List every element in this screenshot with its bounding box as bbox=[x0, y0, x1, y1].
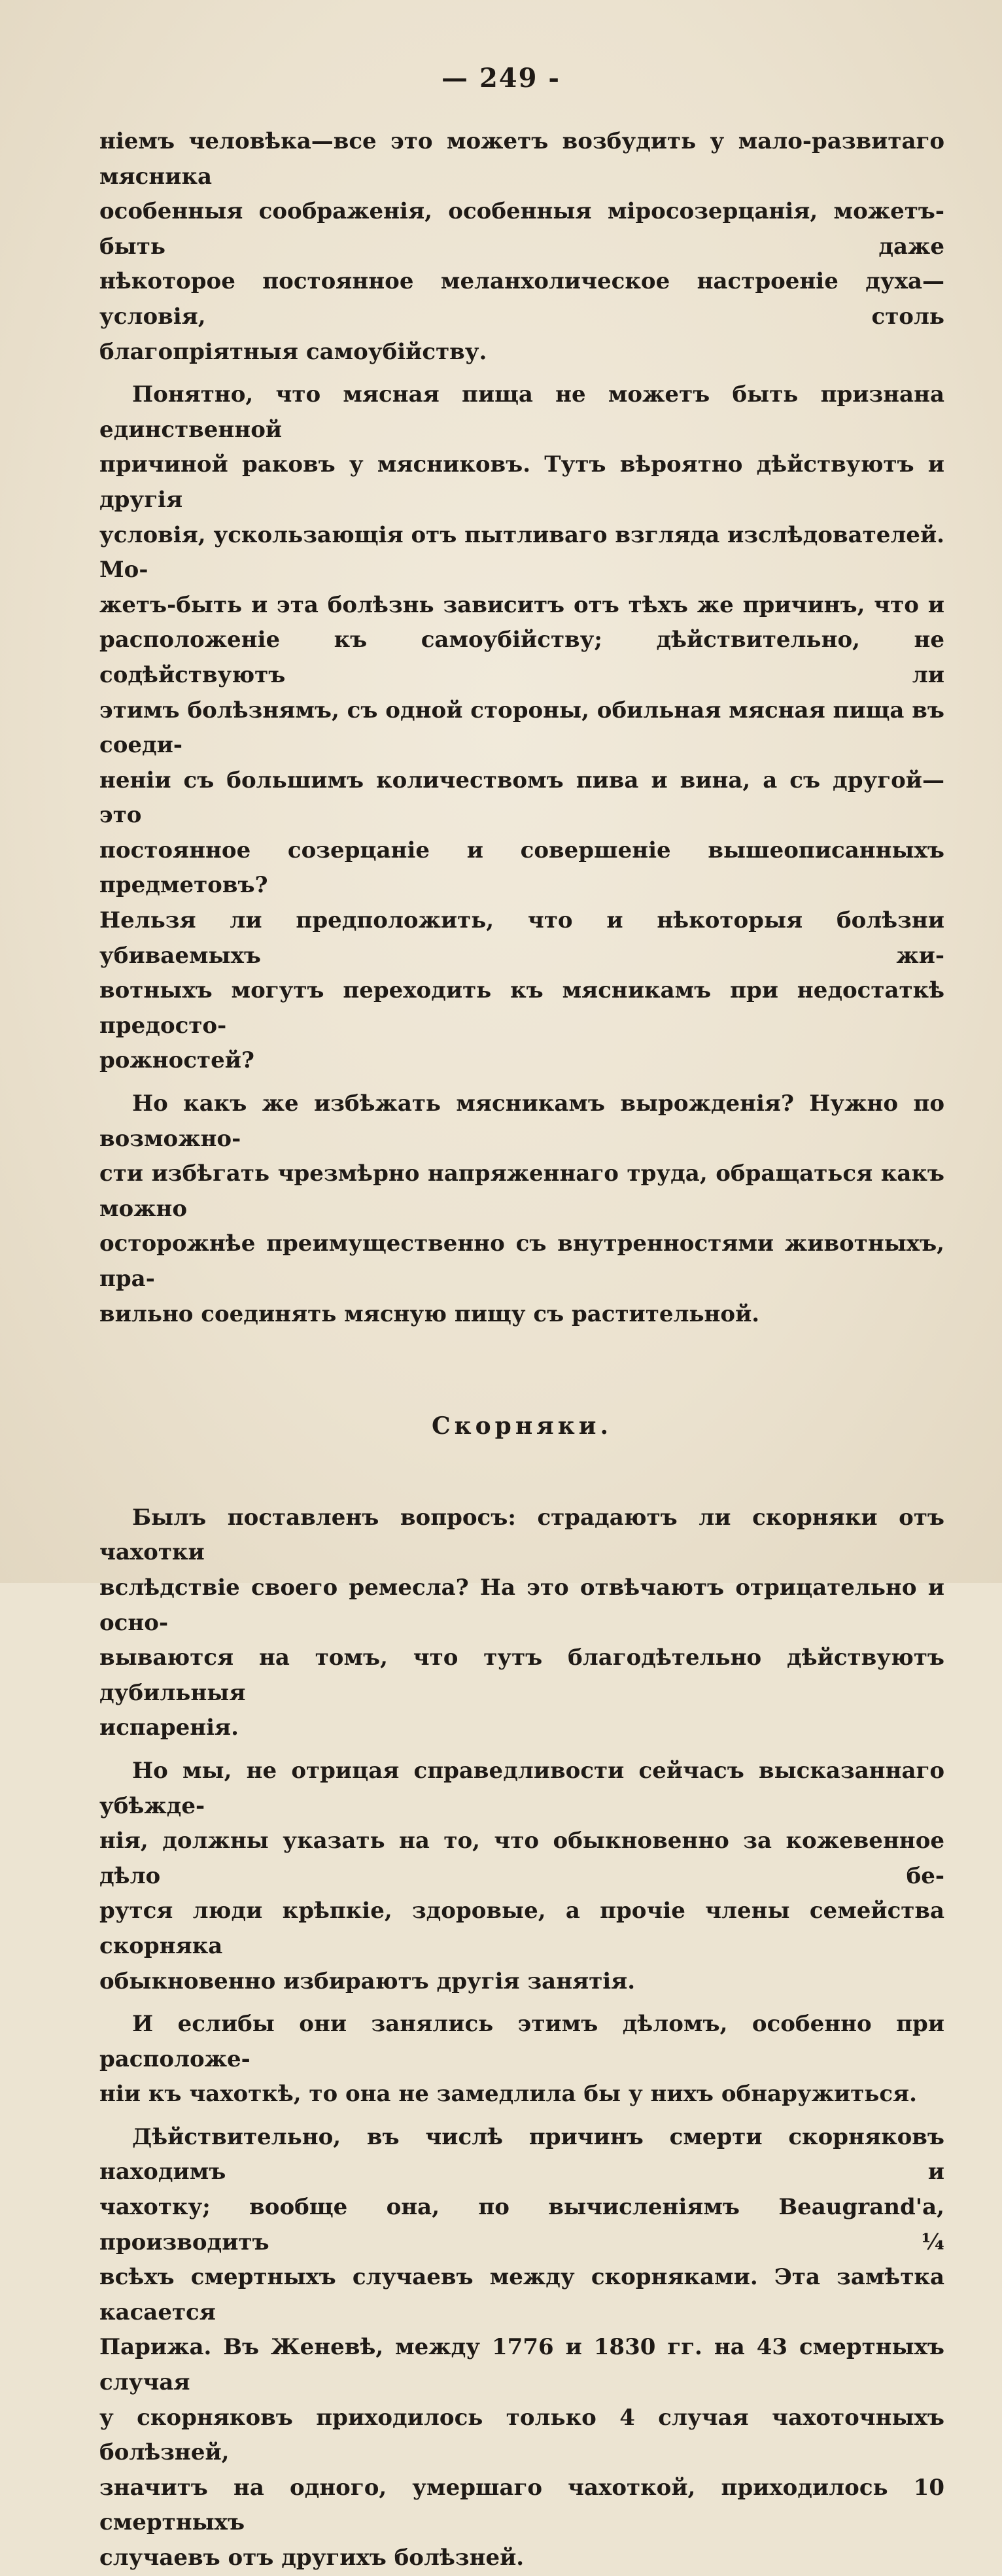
text-line: расположеніе къ самоубійству; дѣйствительно, не содѣйствуютъ ли bbox=[99, 627, 944, 688]
text-line: условія, ускользающія отъ пытливаго взгляда изслѣдователей. Мо- bbox=[99, 521, 944, 583]
text-line: причиной раковъ у мясниковъ. Тутъ вѣроятно дѣйствуютъ и другія bbox=[99, 451, 944, 513]
text-line: Понятно, что мясная пища не можетъ быть признана единственной bbox=[99, 381, 944, 443]
text-line: испаренія. bbox=[99, 1714, 239, 1741]
text-line: нѣкоторое постоянное меланхолическое настроеніе духа—условія, столь bbox=[99, 268, 944, 330]
text-line: рутся люди крѣпкіе, здоровые, а прочіе члены семейства скорняка bbox=[99, 1898, 944, 1959]
paragraph bbox=[99, 1501, 944, 1746]
bottom-section bbox=[99, 1501, 944, 2576]
text-line: нія, должны указать на то, что обыкновенно за кожевенное дѣло бе- bbox=[99, 1828, 944, 1889]
text-line: Былъ поставленъ вопросъ: страдаютъ ли скорняки отъ чахотки bbox=[99, 1504, 944, 1566]
text-line: сти избѣгать чрезмѣрно напряженнаго труда, обращаться какъ можно bbox=[99, 1160, 944, 1222]
paragraph bbox=[99, 2120, 944, 2576]
top-section bbox=[99, 124, 944, 1332]
text-line: особенныя соображенія, особенныя міросозерцанія, можетъ-быть даже bbox=[99, 198, 944, 260]
text-line: у скорняковъ приходилось только 4 случая чахоточныхъ болѣзней, bbox=[99, 2404, 944, 2466]
page-number: — 249 - bbox=[441, 63, 561, 94]
text-line: неніи съ большимъ количествомъ пива и вина, а съ другой—это bbox=[99, 767, 944, 829]
text-line: этимъ болѣзнямъ, съ одной стороны, обильная мясная пища въ соеди- bbox=[99, 697, 944, 759]
text-line: осторожнѣе преимущественно съ внутренностями животныхъ, пра- bbox=[99, 1230, 944, 1292]
paragraph bbox=[99, 1087, 944, 1332]
text-line: вываются на томъ, что тутъ благодѣтельно дѣйствуютъ дубильныя bbox=[99, 1645, 944, 1706]
text-line: вотныхъ могутъ переходить къ мясникамъ при недостаткѣ предосто- bbox=[99, 977, 944, 1039]
text-line: рожностей? bbox=[99, 1047, 254, 1074]
text-line: постоянное созерцаніе и совершеніе вышеописанныхъ предметовъ? bbox=[99, 837, 944, 899]
text-line: Дѣйствительно, въ числѣ причинъ смерти скорняковъ находимъ и bbox=[99, 2123, 944, 2185]
text-line: благопріятныя самоубійству. bbox=[99, 338, 487, 365]
paragraph bbox=[99, 2007, 944, 2112]
paragraph bbox=[99, 377, 944, 1079]
text-line: значитъ на одного, умершаго чахоткой, приходилось 10 смертныхъ bbox=[99, 2474, 944, 2536]
text-line: ніи къ чахоткѣ, то она не замедлила бы у нихъ обнаружиться. bbox=[99, 2081, 917, 2108]
text-line: случаевъ отъ другихъ болѣзней. bbox=[99, 2545, 525, 2571]
text-line: Но какъ же избѣжать мясникамъ вырожденія? Нужно по возможно- bbox=[99, 1090, 944, 1152]
paragraph bbox=[99, 1754, 944, 1999]
page-body bbox=[99, 124, 944, 2576]
text-line: ніемъ человѣка—все это можетъ возбудить у мало-развитаго мясника bbox=[99, 128, 944, 190]
text-line: жетъ-быть и эта болѣзнь зависитъ отъ тѣхъ же причинъ, что и bbox=[99, 591, 944, 618]
section-heading: Скорняки. bbox=[431, 1412, 612, 1440]
text-line: чахотку; вообще она, по вычисленіямъ Beaugrand'а, производитъ ¼ bbox=[99, 2194, 944, 2255]
text-line: вильно соединять мясную пищу съ растительной. bbox=[99, 1300, 760, 1327]
paragraph bbox=[99, 124, 944, 370]
text-line: всѣхъ смертныхъ случаевъ между скорняками. Эта замѣтка касается bbox=[99, 2264, 944, 2325]
text-line: обыкновенно избираютъ другія занятія. bbox=[99, 1968, 636, 1994]
text-line: вслѣдствіе своего ремесла? На это отвѣчаютъ отрицательно и осно- bbox=[99, 1574, 944, 1636]
text-line: Нельзя ли предположить, что и нѣкоторыя болѣзни убиваемыхъ жи- bbox=[99, 907, 944, 969]
text-line: Парижа. Въ Женевѣ, между 1776 и 1830 гг. на 43 смертныхъ случая bbox=[99, 2334, 944, 2396]
text-line: И еслибы они занялись этимъ дѣломъ, особенно при расположе- bbox=[99, 2011, 944, 2072]
text-line: Но мы, не отрицая справедливости сейчасъ высказаннаго убѣжде- bbox=[99, 1757, 944, 1819]
